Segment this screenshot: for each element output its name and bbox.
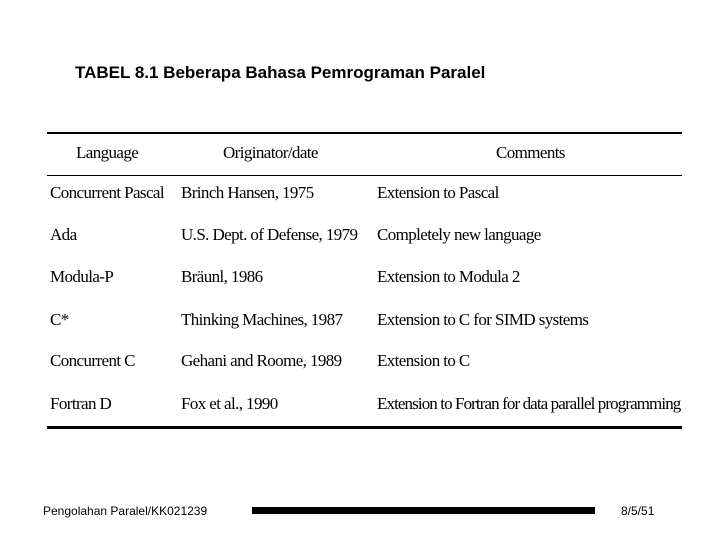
table-cell-language: Modula-P	[50, 267, 114, 286]
column-header-originator: Originator/date	[223, 143, 318, 162]
table-cell-language: Ada	[50, 225, 77, 244]
column-header-comments: Comments	[496, 143, 565, 162]
language-table	[47, 132, 682, 430]
table-cell-originator: Bräunl, 1986	[181, 267, 263, 286]
table-cell-comment: Extension to C for SIMD systems	[377, 310, 589, 329]
table-cell-comment: Extension to Pascal	[377, 183, 499, 202]
table-cell-originator: Thinking Machines, 1987	[181, 310, 343, 329]
table-cell-originator: Gehani and Roome, 1989	[181, 351, 342, 370]
table-cell-comment: Extension to C	[377, 351, 470, 370]
table-cell-language: Concurrent C	[50, 351, 135, 370]
table-cell-comment: Extension to Fortran for data parallel programming	[377, 394, 681, 413]
table-cell-comment: Extension to Modula 2	[377, 267, 520, 286]
table-top-rule	[47, 132, 682, 134]
table-cell-comment: Completely new language	[377, 225, 541, 244]
table-header-rule	[47, 175, 682, 176]
table-cell-originator: U.S. Dept. of Defense, 1979	[181, 225, 358, 244]
footer-course-code: Pengolahan Paralel/KK021239	[43, 504, 208, 518]
page-title: TABEL 8.1 Beberapa Bahasa Pemrograman Paralel	[75, 63, 486, 82]
footer-divider-bar	[252, 507, 595, 514]
table-cell-originator: Brinch Hansen, 1975	[181, 183, 314, 202]
table-cell-language: C*	[50, 310, 69, 329]
table-cell-originator: Fox et al., 1990	[181, 394, 278, 413]
table-cell-language: Fortran D	[50, 394, 112, 413]
column-header-language: Language	[76, 143, 139, 162]
table-bottom-rule	[47, 426, 682, 429]
table-cell-language: Concurrent Pascal	[50, 183, 164, 202]
footer-page-number: 8/5/51	[621, 504, 655, 518]
